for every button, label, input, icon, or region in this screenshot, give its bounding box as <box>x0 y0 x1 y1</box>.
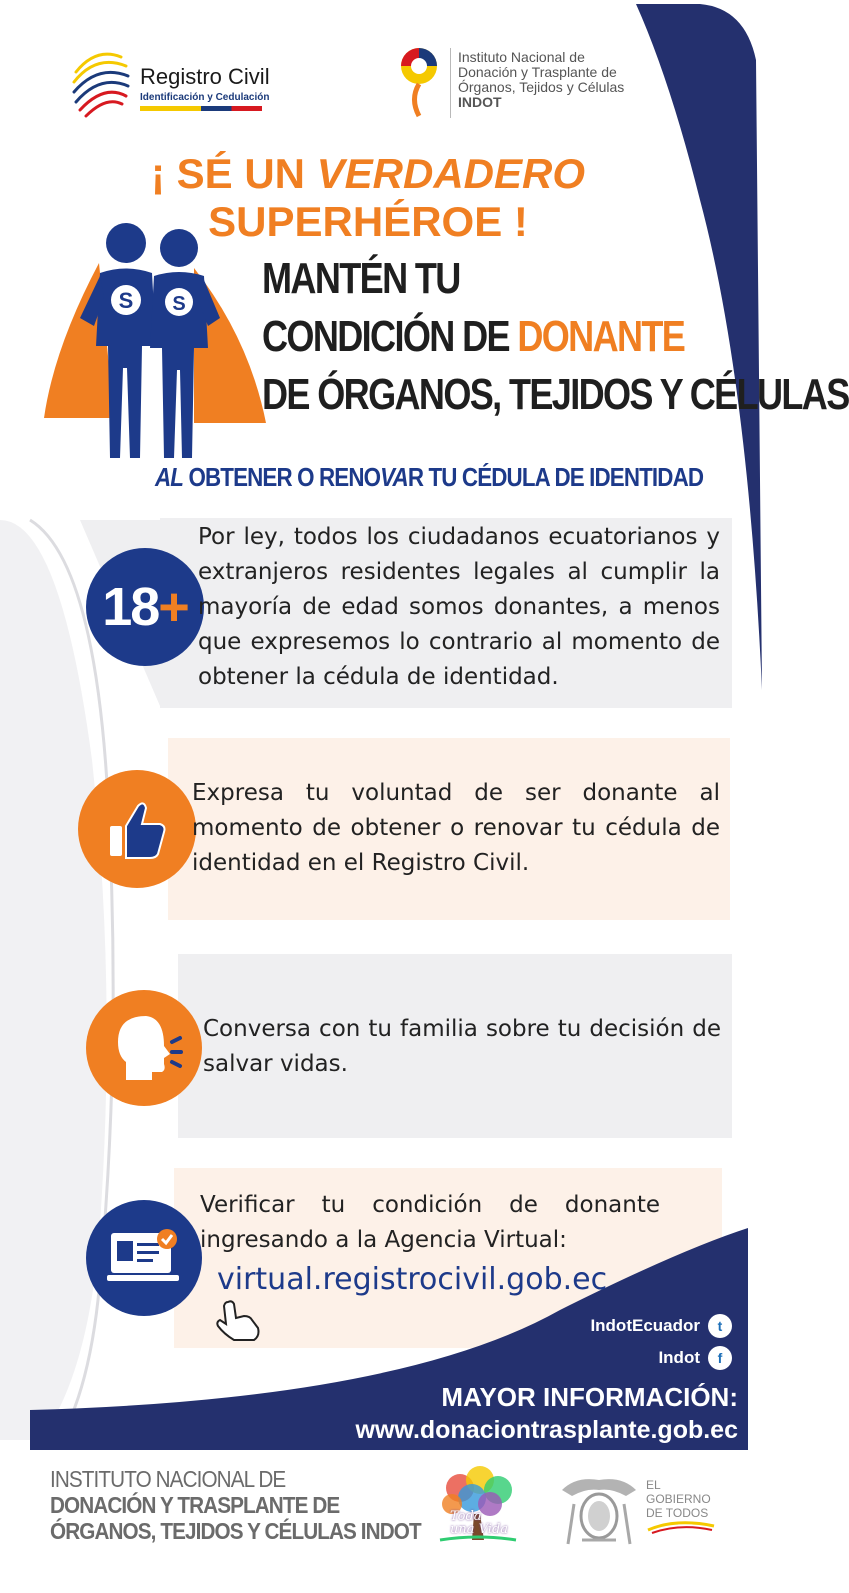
gob-line2: GOBIERNO <box>646 1492 711 1506</box>
facebook-icon: f <box>708 1346 732 1370</box>
toda-line2: una Vida <box>450 1522 509 1537</box>
age-badge <box>102 576 188 638</box>
indot-line3: Órganos, Tejidos y Células <box>458 79 625 95</box>
footer-line1: INSTITUTO NACIONAL DE <box>50 1466 286 1492</box>
more-info-url[interactable]: www.donaciontrasplante.gob.ec <box>355 1416 738 1444</box>
facebook-handle-row[interactable] <box>658 1346 732 1370</box>
hand-pointer-icon <box>214 1298 262 1342</box>
gobierno-swoosh-icon <box>646 1520 716 1534</box>
subhead-part3: VA <box>380 462 408 492</box>
statement-donante: DONANTE <box>517 312 685 361</box>
toda-una-vida-logo <box>430 1464 526 1548</box>
subheading <box>155 462 703 493</box>
statement-line3: DE ÓRGANOS, TEJIDOS Y CÉLULAS <box>262 370 849 419</box>
age-plus: + <box>158 577 188 637</box>
ecuador-seal-icon <box>556 1470 642 1552</box>
gobierno-logo <box>646 1478 716 1537</box>
flag-stripe <box>140 106 262 111</box>
twitter-handle-row[interactable] <box>590 1314 732 1338</box>
family-card-text: Conversa con tu familia sobre tu decisión de salvar vidas. <box>203 1016 721 1077</box>
thumbs-circle <box>78 770 196 888</box>
indot-name <box>458 50 624 110</box>
indot-line1: Instituto Nacional de <box>458 49 585 65</box>
footer-line3: ÓRGANOS, TEJIDOS Y CÉLULAS INDOT <box>50 1518 421 1544</box>
registro-civil-title: Registro Civil <box>140 64 270 89</box>
logo-separator <box>450 48 451 118</box>
twitter-handle: IndotEcuador <box>590 1316 700 1335</box>
registro-civil-logo <box>66 42 286 122</box>
headline-part3: SUPERHÉROE ! <box>208 198 528 245</box>
hero2-letter: S <box>172 293 186 315</box>
headline-part1: ¡ SÉ UN <box>150 150 317 197</box>
talking-head-icon <box>106 1010 182 1086</box>
indot-logo <box>392 44 662 124</box>
computer-check-icon <box>105 1227 183 1289</box>
toda-una-vida-text <box>450 1510 508 1536</box>
statement-line1: MANTÉN TU <box>262 254 460 303</box>
superheroes-illustration <box>44 218 269 463</box>
gob-line3: DE TODOS <box>646 1506 709 1520</box>
statement-line2-a: CONDICIÓN DE <box>262 312 518 361</box>
indot-abbr: INDOT <box>458 94 502 110</box>
thumbs-up-icon <box>104 796 170 862</box>
age-card-text: Por ley, todos los ciudadanos ecuatorianos y extranjeros residentes legales al cumplir la mayoría de edad somos donantes, a menos que expresemos lo contrario al momento de obtener la cédula de identidad. <box>198 524 720 690</box>
headline-part2: VERDADERO <box>316 150 586 197</box>
footer-line2: DONACIÓN Y TRASPLANTE DE <box>50 1492 340 1518</box>
gob-line1: EL <box>646 1478 661 1492</box>
family-circle <box>86 990 202 1106</box>
age-circle <box>86 548 204 666</box>
toda-line1: Toda <box>450 1509 482 1524</box>
subhead-part4: R TU CÉDULA DE IDENTIDAD <box>407 462 704 492</box>
express-card-text: Expresa tu voluntad de ser donante al momento de obtener o renovar tu cédula de identidad en el Registro Civil. <box>192 780 720 876</box>
twitter-icon: t <box>708 1314 732 1338</box>
agency-link[interactable]: virtual.registrocivil.gob.ec <box>217 1262 608 1297</box>
more-info-title: MAYOR INFORMACIÓN: <box>441 1382 738 1412</box>
donor-statement <box>262 250 849 424</box>
age-number: 18 <box>102 577 159 637</box>
facebook-handle: Indot <box>658 1348 700 1367</box>
footer-institution <box>50 1466 421 1544</box>
indot-line2: Donación y Trasplante de <box>458 64 617 80</box>
fingerprint-icon <box>66 42 136 122</box>
registro-civil-subtitle: Identificación y Cedulación <box>140 92 270 103</box>
verify-card-text: Verificar tu condición de donante ingresando a la Agencia Virtual: <box>200 1192 660 1253</box>
indot-mark-icon <box>392 44 446 120</box>
hero1-letter: S <box>118 288 134 313</box>
subhead-part1: AL <box>155 462 184 492</box>
subhead-part2: OBTENER O RENO <box>183 462 381 492</box>
verify-circle <box>86 1200 202 1316</box>
statement-line2 <box>262 308 849 366</box>
